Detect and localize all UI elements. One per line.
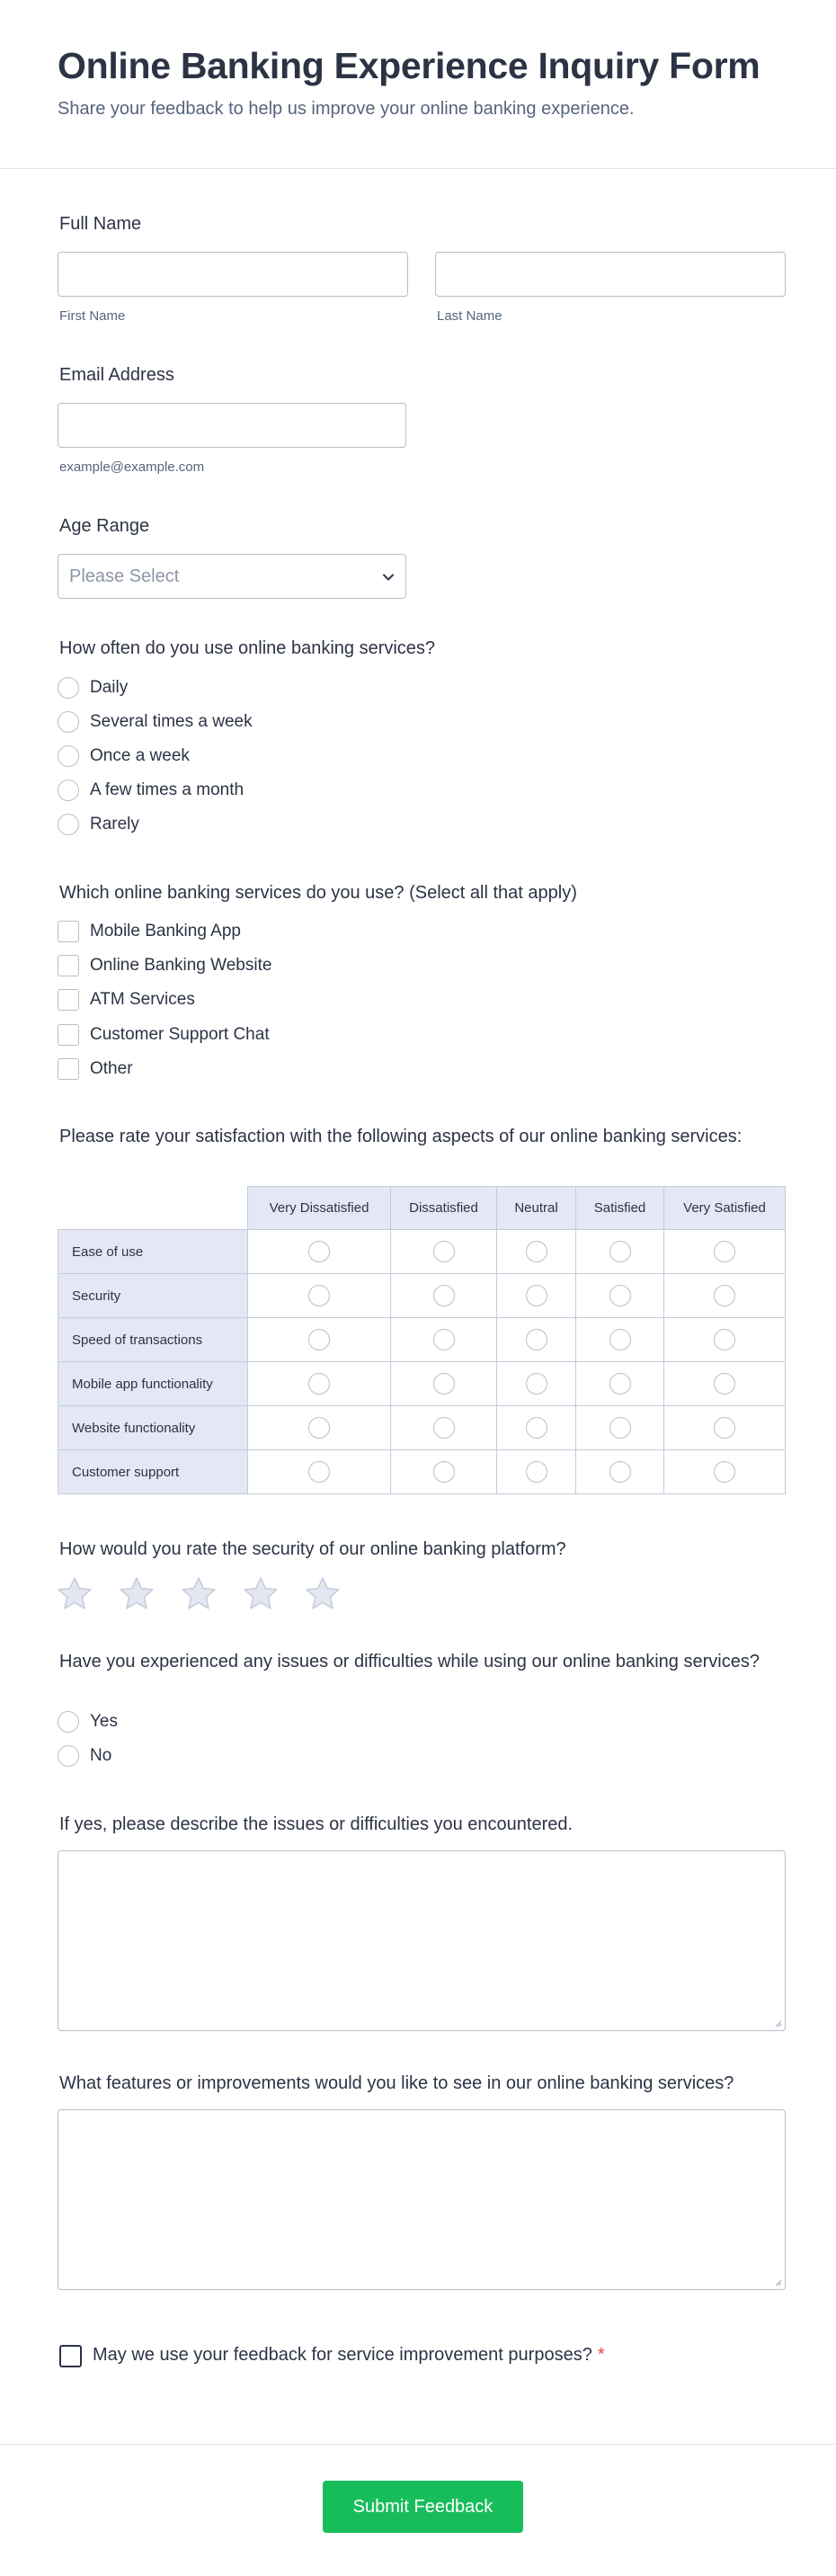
matrix-radio[interactable]	[609, 1461, 631, 1483]
form-title: Online Banking Experience Inquiry Form	[58, 45, 760, 86]
matrix-radio[interactable]	[308, 1373, 330, 1395]
matrix-radio[interactable]	[526, 1373, 547, 1395]
matrix-radio[interactable]	[308, 1285, 330, 1306]
satisfaction-matrix	[58, 1186, 786, 1494]
matrix-radio[interactable]	[308, 1417, 330, 1439]
radio-button[interactable]	[58, 677, 79, 699]
matrix-radio[interactable]	[526, 1417, 547, 1439]
last-name-input[interactable]	[435, 252, 786, 297]
matrix-radio[interactable]	[609, 1417, 631, 1439]
matrix-column-header: Neutral	[497, 1187, 576, 1230]
matrix-radio[interactable]	[526, 1329, 547, 1350]
resize-grip-icon[interactable]	[773, 2277, 782, 2286]
option-label: Other	[90, 1059, 133, 1078]
matrix-radio[interactable]	[526, 1461, 547, 1483]
matrix-radio[interactable]	[308, 1329, 330, 1350]
submit-button[interactable]: Submit Feedback	[323, 2481, 523, 2533]
first-name-input[interactable]	[58, 252, 408, 297]
first-name-sublabel: First Name	[59, 308, 126, 324]
option-label: Rarely	[90, 815, 139, 833]
option-label: Once a week	[90, 746, 190, 765]
matrix-column-header: Dissatisfied	[391, 1187, 497, 1230]
required-asterisk: *	[597, 2345, 605, 2365]
resize-grip-icon[interactable]	[773, 2019, 782, 2028]
matrix-radio[interactable]	[714, 1461, 735, 1483]
matrix-radio[interactable]	[714, 1241, 735, 1262]
option-label: Online Banking Website	[90, 956, 272, 975]
issues-description-textarea[interactable]	[58, 1850, 786, 2031]
consent-checkbox[interactable]	[59, 2345, 82, 2367]
matrix-row-label: Website functionality	[58, 1406, 248, 1450]
consent-text: May we use your feedback for service improvement purposes?	[93, 2345, 592, 2365]
consent-label	[93, 2345, 605, 2366]
matrix-radio[interactable]	[433, 1241, 455, 1262]
age-range-label: Age Range	[59, 516, 150, 536]
matrix-row	[58, 1406, 786, 1450]
matrix-row-label: Customer support	[58, 1450, 248, 1494]
last-name-sublabel: Last Name	[437, 308, 502, 324]
matrix-column-header: Very Satisfied	[664, 1187, 786, 1230]
matrix-radio[interactable]	[526, 1241, 547, 1262]
matrix-radio[interactable]	[308, 1241, 330, 1262]
matrix-radio[interactable]	[308, 1461, 330, 1483]
matrix-row-label: Mobile app functionality	[58, 1362, 248, 1406]
checkbox[interactable]	[58, 921, 79, 942]
option-label: Mobile Banking App	[90, 922, 241, 940]
star-icon[interactable]	[180, 1575, 218, 1613]
improvements-textarea[interactable]	[58, 2109, 786, 2290]
matrix-row-label: Ease of use	[58, 1230, 248, 1274]
radio-button[interactable]	[58, 1711, 79, 1733]
age-range-select[interactable]	[58, 554, 406, 599]
option-label: A few times a month	[90, 780, 245, 799]
matrix-radio[interactable]	[526, 1285, 547, 1306]
chevron-down-icon	[380, 569, 396, 585]
matrix-row-label: Security	[58, 1274, 248, 1318]
option-label: Yes	[90, 1712, 118, 1731]
matrix-radio[interactable]	[433, 1417, 455, 1439]
form-header	[0, 0, 836, 169]
matrix-row	[58, 1230, 786, 1274]
radio-button[interactable]	[58, 711, 79, 733]
option-label: No	[90, 1746, 112, 1765]
option-label: ATM Services	[90, 990, 195, 1009]
issues-label: Have you experienced any issues or difficulties while using our online banking services?	[59, 1652, 760, 1671]
matrix-radio[interactable]	[433, 1285, 455, 1306]
matrix-row	[58, 1450, 786, 1494]
issues-description-label: If yes, please describe the issues or difficulties you encountered.	[59, 1814, 574, 1834]
star-icon[interactable]	[56, 1575, 93, 1613]
matrix-radio[interactable]	[714, 1373, 735, 1395]
matrix-radio[interactable]	[433, 1373, 455, 1395]
services-used-label: Which online banking services do you use? (Select all that apply)	[59, 883, 577, 903]
checkbox[interactable]	[58, 1058, 79, 1080]
star-icon[interactable]	[118, 1575, 156, 1613]
checkbox[interactable]	[58, 955, 79, 976]
matrix-radio[interactable]	[714, 1417, 735, 1439]
email-label: Email Address	[59, 365, 174, 385]
radio-button[interactable]	[58, 745, 79, 767]
matrix-radio[interactable]	[433, 1329, 455, 1350]
satisfaction-label: Please rate your satisfaction with the following aspects of our online banking services:	[59, 1127, 743, 1146]
star-icon[interactable]	[242, 1575, 280, 1613]
matrix-radio[interactable]	[609, 1329, 631, 1350]
matrix-row	[58, 1274, 786, 1318]
matrix-radio[interactable]	[714, 1285, 735, 1306]
radio-button[interactable]	[58, 780, 79, 801]
checkbox[interactable]	[58, 1024, 79, 1046]
matrix-row-label: Speed of transactions	[58, 1318, 248, 1362]
age-range-placeholder: Please Select	[69, 566, 180, 586]
matrix-row	[58, 1318, 786, 1362]
email-input[interactable]	[58, 403, 406, 448]
matrix-column-header: Satisfied	[576, 1187, 664, 1230]
usage-frequency-label: How often do you use online banking services?	[59, 638, 436, 658]
matrix-radio[interactable]	[433, 1461, 455, 1483]
matrix-radio[interactable]	[609, 1241, 631, 1262]
matrix-column-header: Very Dissatisfied	[248, 1187, 391, 1230]
radio-button[interactable]	[58, 814, 79, 835]
option-label: Customer Support Chat	[90, 1025, 270, 1044]
matrix-radio[interactable]	[609, 1373, 631, 1395]
email-sublabel: example@example.com	[59, 459, 205, 475]
matrix-row	[58, 1362, 786, 1406]
form-footer	[0, 2444, 836, 2576]
form-subtitle: Share your feedback to help us improve your online banking experience.	[58, 99, 635, 119]
checkbox[interactable]	[58, 989, 79, 1011]
matrix-radio[interactable]	[609, 1285, 631, 1306]
security-rating-label: How would you rate the security of our online banking platform?	[59, 1539, 566, 1559]
improvements-label: What features or improvements would you like to see in our online banking services?	[59, 2073, 734, 2093]
option-label: Daily	[90, 678, 129, 697]
option-label: Several times a week	[90, 712, 253, 731]
matrix-radio[interactable]	[714, 1329, 735, 1350]
full-name-label: Full Name	[59, 214, 142, 234]
radio-button[interactable]	[58, 1745, 79, 1767]
matrix-corner	[58, 1187, 248, 1230]
star-icon[interactable]	[304, 1575, 342, 1613]
